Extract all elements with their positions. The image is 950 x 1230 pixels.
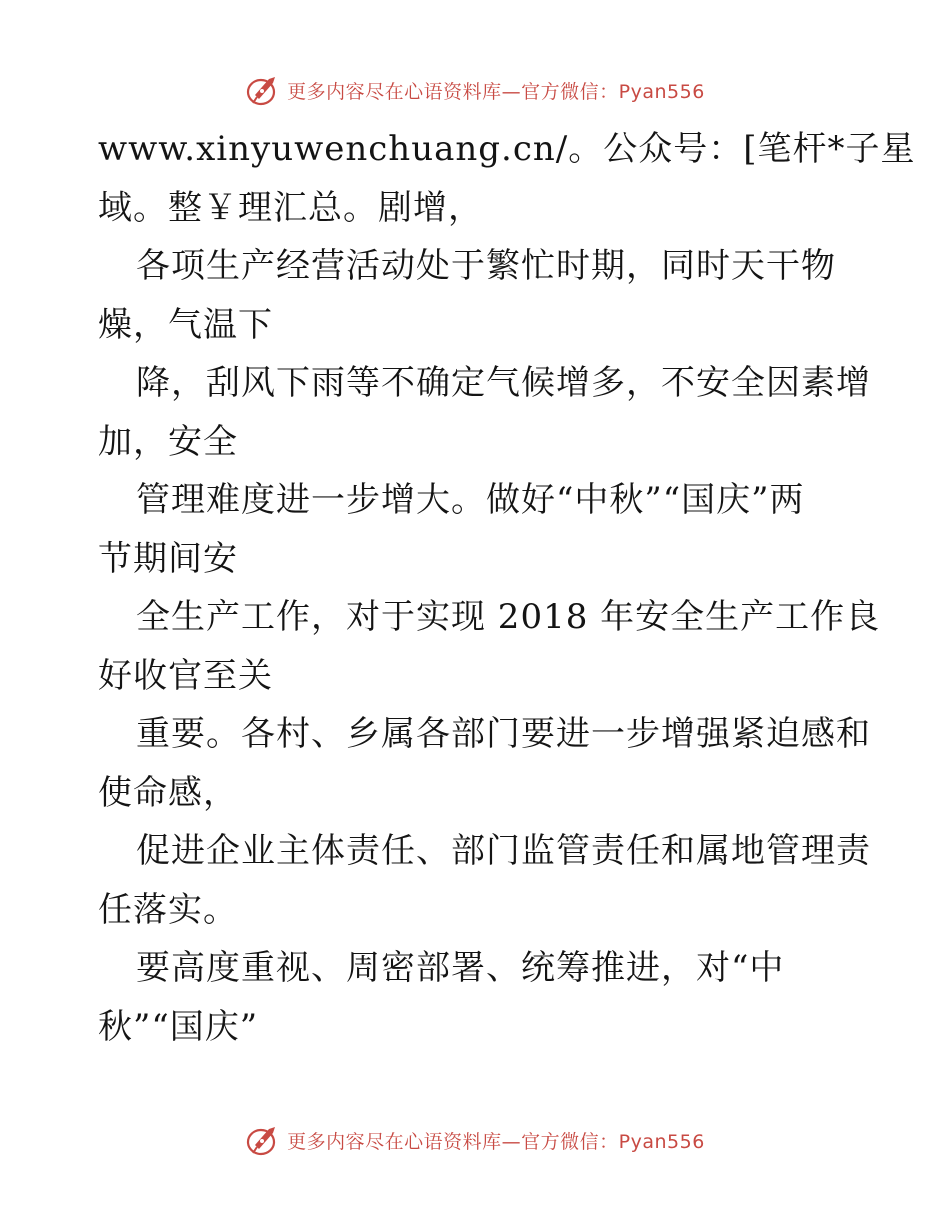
body-line: 节期间安 xyxy=(98,538,238,579)
body-line: 降，刮风下雨等不确定气候增多，不安全因素增 xyxy=(136,363,871,403)
footer-wechat-id: Pyan556 xyxy=(618,1130,705,1153)
page-header-banner xyxy=(0,70,950,110)
pen-nib-logo-icon xyxy=(245,73,281,107)
body-line: 促进企业主体责任、部门监管责任和属地管理责 xyxy=(136,831,871,871)
body-line: 使命感， xyxy=(98,772,238,813)
body-line: 任落实。 xyxy=(98,889,238,930)
body-line: 重要。各村、乡属各部门要进一步增强紧迫感和 xyxy=(136,714,871,754)
header-text: 更多内容尽在心语资料库—官方微信：Pyan556 xyxy=(287,80,705,103)
body-line: 好收官至关 xyxy=(98,655,273,696)
body-line: 全生产工作，对于实现 2018 年安全生产工作良 xyxy=(136,597,881,637)
page-footer-banner xyxy=(0,1120,950,1160)
body-line: 加，安全 xyxy=(98,421,238,462)
body-line: 燥，气温下 xyxy=(98,304,273,345)
header-wechat-id: Pyan556 xyxy=(618,80,705,103)
document-body xyxy=(98,120,916,1056)
body-line: www.xinyuwenchuang.cn/。公众号：[笔杆*子星 xyxy=(98,129,916,169)
footer-text: 更多内容尽在心语资料库—官方微信：Pyan556 xyxy=(287,1130,705,1153)
body-line: 各项生产经营活动处于繁忙时期，同时天干物 xyxy=(136,246,836,286)
pen-nib-logo-icon xyxy=(245,1123,281,1157)
body-line: 管理难度进一步增大。做好“中秋”“国庆”两 xyxy=(136,480,805,520)
body-line: 要高度重视、周密部署、统筹推进，对“中 xyxy=(136,948,785,988)
body-line: 域。整￥理汇总。剧增， xyxy=(98,187,483,228)
body-line: 秋”“国庆” xyxy=(98,1006,259,1047)
